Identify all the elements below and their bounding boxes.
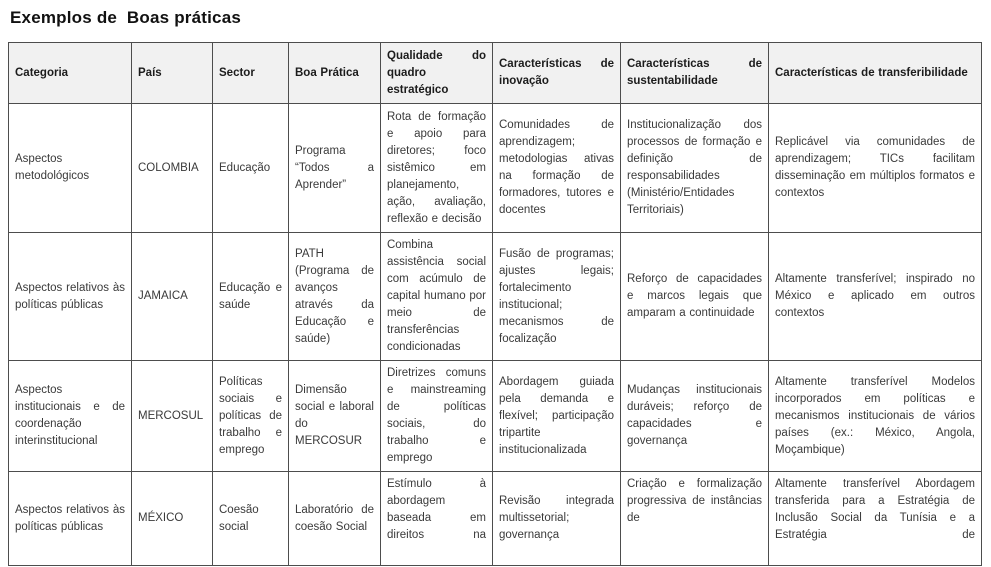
column-header: Qualidade do quadro estratégico	[381, 43, 493, 104]
table-cell: Políticas sociais e políticas de trabalho e emprego	[213, 361, 289, 472]
table-cell: Estímulo à abordagem baseada em direitos na	[381, 472, 493, 566]
header-row	[9, 43, 982, 104]
table-cell: Abordagem guiada pela demanda e flexível; participação tripartite institucionalizada	[493, 361, 621, 472]
table-cell: Programa “Todos a Aprender”	[289, 104, 381, 233]
column-header: Características de inovação	[493, 43, 621, 104]
table-cell: Altamente transferível Abordagem transferida para a Estratégia de Inclusão Social da Tunísia e a Estratégia de	[769, 472, 982, 566]
table-cell: Laboratório de coesão Social	[289, 472, 381, 566]
column-header: Características de transferibilidade	[769, 43, 982, 104]
table-cell: Replicável via comunidades de aprendizagem; TICs facilitam disseminação em múltiplos formatos e contextos	[769, 104, 982, 233]
table-cell: Aspectos metodológicos	[9, 104, 132, 233]
table-cell: Coesão social	[213, 472, 289, 566]
table-cell: Dimensão social e laboral do MERCOSUR	[289, 361, 381, 472]
table-cell: Criação e formalização progressiva de instâncias de	[621, 472, 769, 566]
table-cell: Fusão de programas; ajustes legais; fortalecimento institucional; mecanismos de focalização	[493, 233, 621, 361]
table-cell: Altamente transferível Modelos incorporados em políticas e mecanismos institucionais de vários países (ex.: México, Angola, Moçambique)	[769, 361, 982, 472]
table-cell: MERCOSUL	[132, 361, 213, 472]
table-cell: Rota de formação e apoio para diretores; foco sistêmico em planejamento, ação, avaliação, reflexão e decisão	[381, 104, 493, 233]
table-cell: Aspectos institucionais e de coordenação interinstitucional	[9, 361, 132, 472]
table-cell: Aspectos relativos às políticas públicas	[9, 233, 132, 361]
table-row	[9, 104, 982, 233]
table-cell: MÉXICO	[132, 472, 213, 566]
table-row	[9, 472, 982, 566]
table-cell: Diretrizes comuns e mainstreaming de políticas sociais, do trabalho e emprego	[381, 361, 493, 472]
column-header: País	[132, 43, 213, 104]
column-header: Categoria	[9, 43, 132, 104]
table-cell: Altamente transferível; inspirado no México e aplicado em outros contextos	[769, 233, 982, 361]
best-practices-table	[8, 42, 982, 566]
table-cell: Mudanças institucionais duráveis; reforço de capacidades e governança	[621, 361, 769, 472]
table-cell: COLOMBIA	[132, 104, 213, 233]
table-cell: Comunidades de aprendizagem; metodologias ativas na formação de formadores, tutores e docentes	[493, 104, 621, 233]
column-header: Boa Prática	[289, 43, 381, 104]
table-cell: Institucionalização dos processos de formação e definição de responsabilidades (Ministério/Entidades Territoriais)	[621, 104, 769, 233]
table-cell: Reforço de capacidades e marcos legais que amparam a continuidade	[621, 233, 769, 361]
table-cell: Combina assistência social com acúmulo de capital humano por meio de transferências condicionadas	[381, 233, 493, 361]
page-title: Exemplos de Boas práticas	[10, 8, 242, 27]
column-header: Sector	[213, 43, 289, 104]
table-cell: PATH (Programa de avanços através da Educação e saúde)	[289, 233, 381, 361]
table-cell: Aspectos relativos às políticas públicas	[9, 472, 132, 566]
table-row	[9, 361, 982, 472]
table-cell: Educação	[213, 104, 289, 233]
table-cell: Educação e saúde	[213, 233, 289, 361]
table-row	[9, 233, 982, 361]
table-cell: JAMAICA	[132, 233, 213, 361]
best-practices-table-container	[8, 42, 982, 566]
table-cell: Revisão integrada multissetorial; governança	[493, 472, 621, 566]
column-header: Características de sustentabilidade	[621, 43, 769, 104]
